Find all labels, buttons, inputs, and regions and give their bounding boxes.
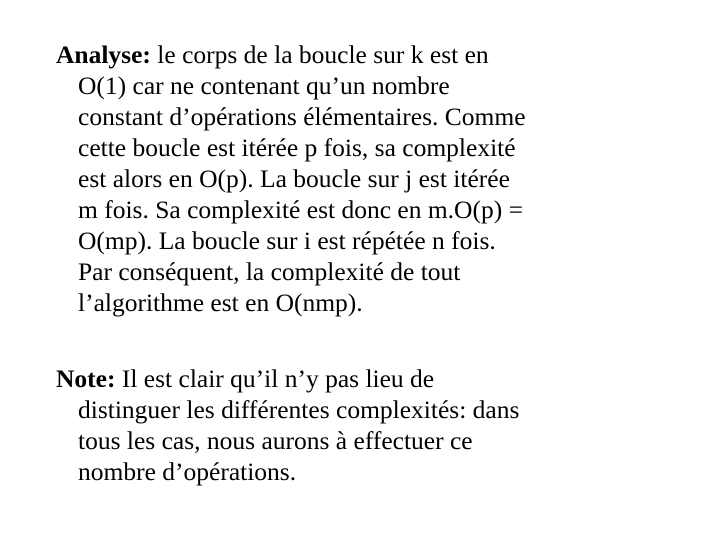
analysis-line-2: O(1) car ne contenant qu’un nombre (78, 71, 450, 100)
note-line-4: nombre d’opérations. (78, 457, 297, 486)
analysis-line-5: est alors en O(p). La boucle sur j est itérée (78, 164, 510, 193)
note-text: Il est clair qu’il n’y pas lieu de (115, 364, 435, 393)
analysis-line-4: cette boucle est itérée p fois, sa complexité (78, 133, 516, 162)
note-line-1 (56, 366, 434, 392)
analysis-line-9: l’algorithme est en O(nmp). (78, 288, 363, 317)
note-line-3: tous les cas, nous aurons à effectuer ce (78, 426, 473, 455)
analysis-line-6: m fois. Sa complexité est donc en m.O(p) = (78, 195, 523, 224)
analysis-label: Analyse: (56, 40, 151, 69)
note-label: Note: (56, 364, 116, 393)
analysis-line-7: O(mp). La boucle sur i est répétée n fois. (78, 226, 496, 255)
analysis-line-8: Par conséquent, la complexité de tout (78, 257, 461, 286)
analysis-line-3: constant d’opérations élémentaires. Comme (78, 102, 526, 131)
note-line-2: distinguer les différentes complexités: dans (78, 395, 520, 424)
analysis-text: le corps de la boucle sur k est en (150, 40, 489, 69)
analysis-line-1 (56, 42, 489, 68)
